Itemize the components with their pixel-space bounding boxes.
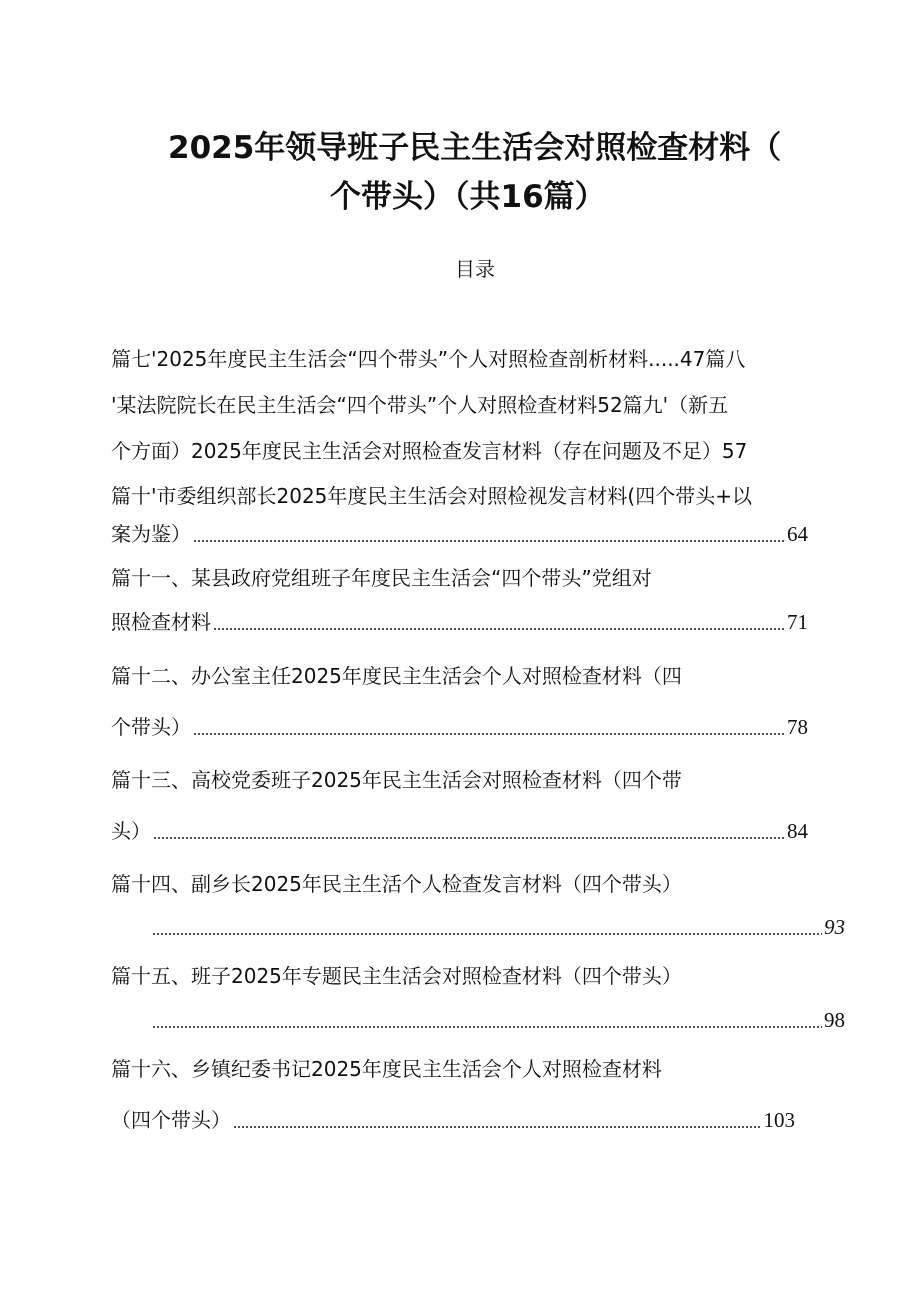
toc-entry-title[interactable]: 篇十五、班子2025年专题民主生活会对照检查材料（四个带头） [111,964,682,988]
dot-leader [193,523,785,543]
toc-runon-line-2: '某法院院长在民主生活会“四个带头”个人对照检查材料52篇九'（新五 [111,393,729,417]
toc-entry-title[interactable]: 篇十四、副乡长2025年民主生活个人检查发言材料（四个带头） [111,872,682,896]
document-title-line-1: 2025年领导班子民主生活会对照检查材料（ [168,130,782,166]
document-title-line-2: 个带头）（共16篇） [330,179,606,215]
toc-entry-title-tail: 案为鉴） [111,522,191,546]
toc-entry-continuation[interactable] [150,912,845,940]
toc-entry-title-tail: 照检查材料 [111,610,211,634]
dot-leader [153,820,785,840]
toc-runon-line-4: 篇十'市委组织部长2025年度民主生活会对照检视发言材料(四个带头+以 [111,484,752,508]
toc-entry-continuation[interactable] [111,607,808,635]
toc-page-number: 98 [824,1008,845,1032]
toc-entry-continuation[interactable] [111,1105,795,1133]
toc-heading: 目录 [455,257,495,281]
toc-entry-title[interactable]: 篇十三、高校党委班子2025年民主生活会对照检查材料（四个带 [111,768,682,792]
toc-entry-continuation[interactable] [111,712,808,740]
dot-leader [233,1109,762,1129]
toc-page-number: 93 [824,915,845,939]
toc-page-number: 78 [787,715,808,739]
toc-entry-continuation[interactable] [150,1005,845,1033]
toc-entry-title[interactable]: 篇十一、某县政府党组班子年度民主生活会“四个带头”党组对 [111,566,652,590]
toc-page-number: 103 [763,1108,795,1132]
toc-page-number: 71 [787,610,808,634]
dot-leader [193,716,785,736]
dot-leader [152,1009,822,1029]
toc-entry-continuation[interactable] [111,816,808,844]
toc-page-number: 64 [787,522,808,546]
toc-runon-line-1: 篇七'2025年度民主生活会“四个带头”个人对照检查剖析材料.....47篇八 [111,347,746,371]
dot-leader [152,916,822,936]
toc-entry-continuation[interactable] [111,519,808,547]
toc-entry-title[interactable]: 篇十二、办公室主任2025年度民主生活会个人对照检查材料（四 [111,664,682,688]
toc-entry-title[interactable]: 篇十六、乡镇纪委书记2025年度民主生活会个人对照检查材料 [111,1057,662,1081]
toc-page-number: 84 [787,819,808,843]
toc-entry-title-tail: （四个带头） [111,1108,231,1132]
toc-runon-line-3: 个方面）2025年度民主生活会对照检查发言材料（存在问题及不足）57 [111,439,748,463]
toc-entry-title-tail: 个带头） [111,715,191,739]
dot-leader [213,611,785,631]
toc-entry-title-tail: 头） [111,819,151,843]
